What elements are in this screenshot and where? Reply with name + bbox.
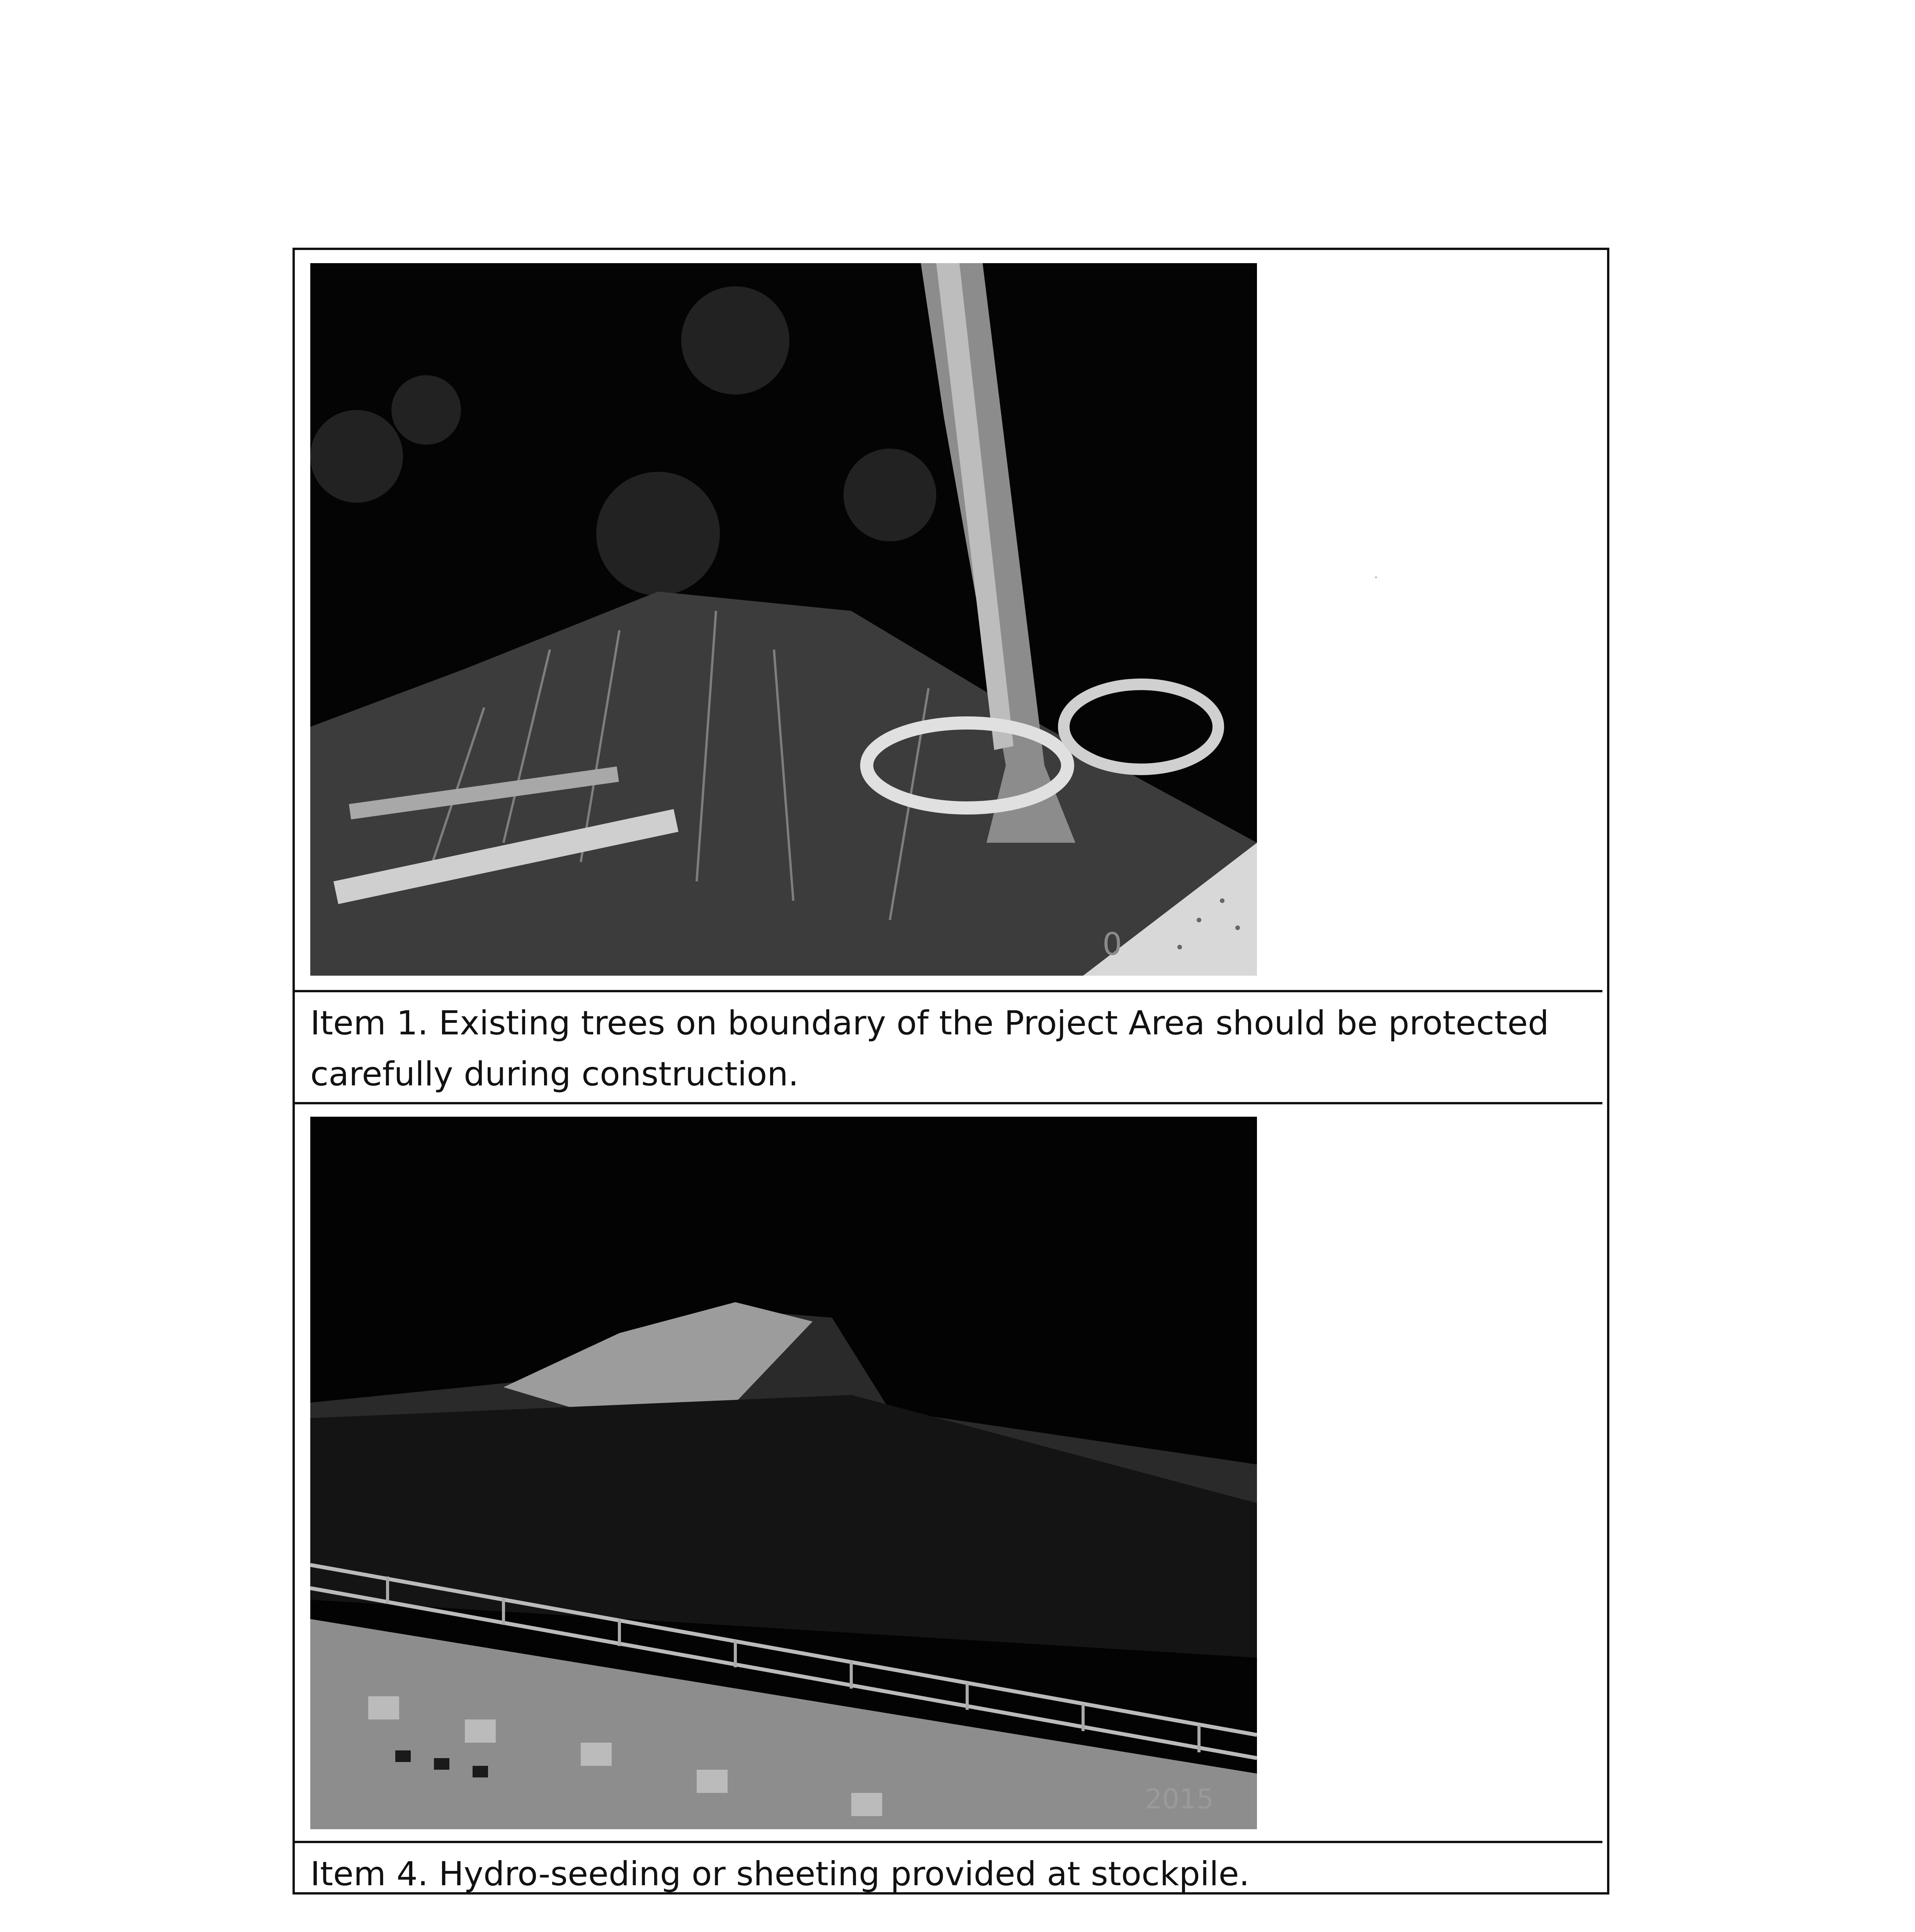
photo-trees-boundary <box>310 263 1257 976</box>
caption-item-4-text: Item 4. Hydro-seeding or sheeting provided at stockpile. <box>310 1855 1250 1893</box>
scan-speck <box>1375 577 1377 578</box>
caption-item-4 <box>295 1843 1602 1893</box>
photo-cell-item-4 <box>295 1107 1602 1843</box>
photo-cell-item-1 <box>295 250 1602 992</box>
caption-item-1-text: Item 1. Existing trees on boundary of the Project Area should be protected carefully during construction. <box>310 1004 1549 1094</box>
photo-record-table <box>293 248 1609 1895</box>
svg-text:0: 0 <box>1102 926 1122 962</box>
svg-text:2015: 2015 <box>1145 1783 1214 1815</box>
caption-item-1 <box>295 992 1602 1104</box>
photo-stockpile-hydroseeding <box>310 1117 1257 1829</box>
